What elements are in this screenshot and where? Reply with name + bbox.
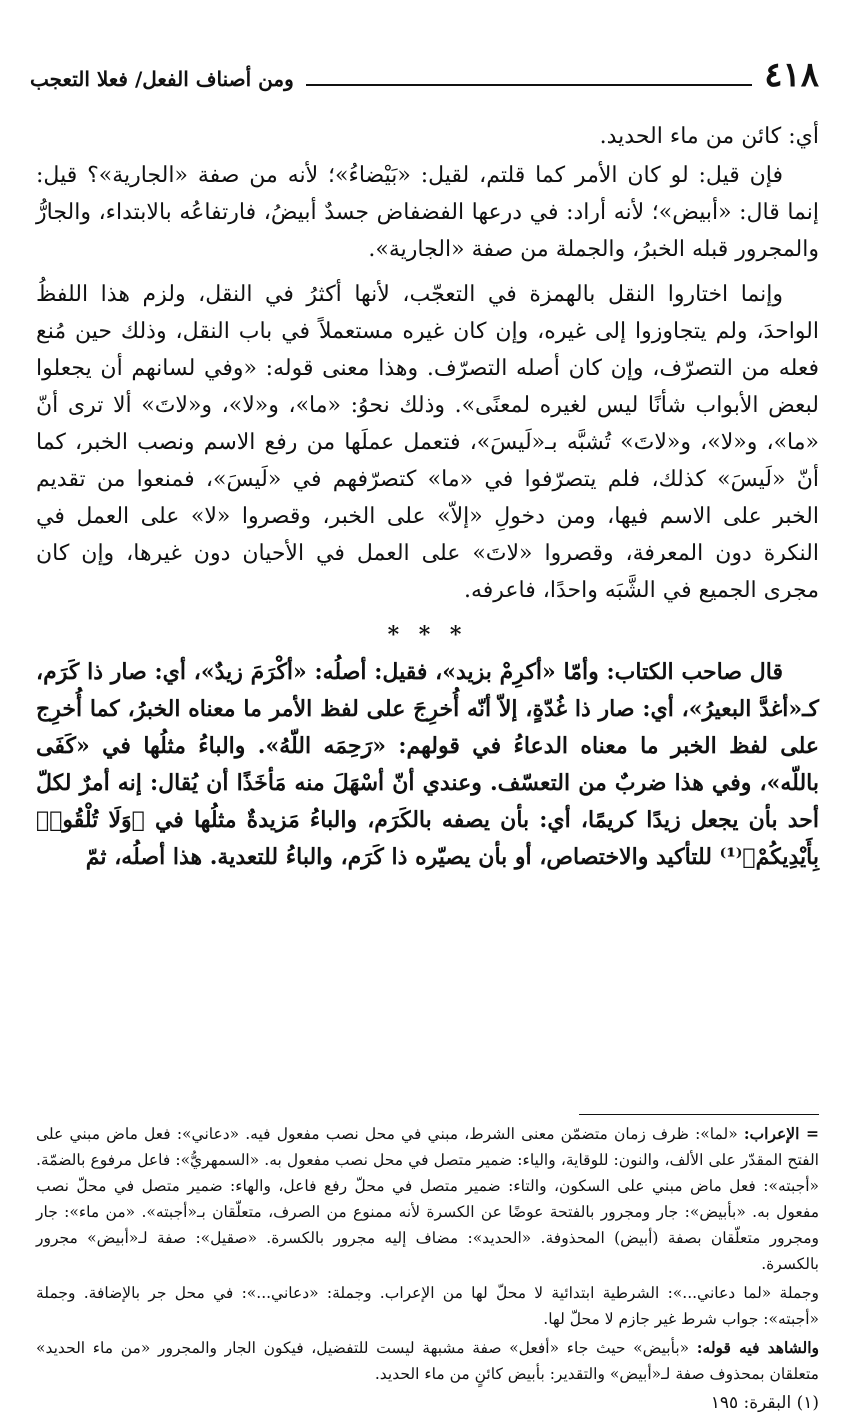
- paragraph-1: أي: كائن من ماء الحديد.: [599, 124, 819, 149]
- paragraph-2: فإن قيل: لو كان الأمر كما قلتم، لقيل: «بَيْضاءُ»؛ لأنه من صفة «الجارية»؟ قيل: إنما قال: «أبيض»؛ لأنه أراد: في درعها الفضفاض جسدٌ أبيضُ، فارتفاعُه بالابتداء، والجارُّ والمجرور قبله الخبرُ، والجملة من صفة «الجارية».: [36, 163, 819, 262]
- note-sentences: وجملة «لما دعاني...»: الشرطية ابتدائية لا محلّ لها من الإعراب. وجملة: «دعاني...»: في محل جر بالإضافة. وجملة «أجبته»: جواب شرط غير جازم لا محلّ لها.: [36, 1284, 819, 1328]
- paragraph-4: قال صاحب الكتاب: وأمّا «أكرِمْ بزيد»، فقيل: أصلُه: «أكْرَمَ زيدٌ»، أي: صار ذا كَرَم، كـ«أغدَّ البعيرُ»، أي: صار ذا غُدّةٍ، إلاّ أنّه أُخرِجَ على لفظ الأمر ما معناه الخبرُ، كما أُخرِج على لفظ الخبر ما معناه الدعاءُ في قولهم: «رَحِمَه اللّهُ». والباءُ مثلُها في «كَفَى باللّه»، وفي هذا ضربٌ من التعسّف. وعندي أنّ أسْهَلَ منه مَأخَذًا أن يُقال: إنه أمرٌ لكلّ أحد بأن يجعل زيدًا كريمًا، أي: بأن يصفه بالكَرَم، والباءُ مَزيدةٌ مثلُها في ﴿وَلَا تُلْقُوا۟ بِأَيْدِيكُمْ﴾⁽¹⁾ للتأكيد والاختصاص، أو بأن يصيّره ذا كَرَم، والباءُ للتعدية. هذا أصلُه، ثمّ: [36, 659, 819, 870]
- note-evidence: [36, 1335, 819, 1387]
- footnote-rule: [579, 1114, 819, 1115]
- note-irab: [36, 1121, 819, 1277]
- page-header: [30, 52, 819, 95]
- header-rule: [306, 84, 752, 86]
- footnotes: [36, 1114, 819, 1419]
- running-title: ومن أصناف الفعل/ فعلا التعجب: [30, 67, 294, 91]
- footnote-1: (١) البقرة: ١٩٥: [710, 1393, 819, 1413]
- note-evidence-lead: والشاهد فيه قوله:: [696, 1338, 820, 1357]
- note-evidence-text: «بأبيض» حيث جاء «أفعل» صفة مشبهة ليست للتفضيل، فيكون الجار والمجرور «من ماء الحديد» متعلقان بمحذوف صفة لـ«أبيض» والتقدير: بأبيض كائنٍ من ماء الحديد.: [36, 1339, 819, 1383]
- page-number: ٤١٨: [764, 55, 819, 95]
- note-irab-lead: = الإعراب:: [743, 1124, 819, 1143]
- section-separator: * * *: [387, 622, 468, 648]
- note-irab-text: «لما»: ظرف زمان متضمّن معنى الشرط، مبني في محل نصب مفعول فيه. «دعاني»: فعل ماض مبني على الفتح المقدّر على الألف، والنون: للوقاية، والياء: ضمير متصل في محل نصب مفعول به. «السمهريُّ»: فاعل مرفوع بالضمّة. «أجبته»: فعل ماض مبني على السكون، والتاء: ضمير متصل في محلّ رفع فاعل، والهاء: ضمير متصل في محلّ نصب مفعول به. «بأبيض»: جار ومجرور بالفتحة عوضًا عن الكسرة لأنه ممنوع من الصرف، متعلّقان بـ«أجبته». «من ماء»: جار ومجرور متعلّقان بصفة (أبيض) المحذوفة. «الحديد»: مضاف إليه مجرور بالكسرة. «صقيل»: صفة لـ«أبيض» مجرور بالكسرة.: [36, 1125, 819, 1273]
- main-text: [36, 118, 819, 884]
- paragraph-3: وإنما اختاروا النقل بالهمزة في التعجّب، لأنها أكثرُ في النقل، ولزم هذا اللفظُ الواحدَ، ولم يتجاوزوا إلى غيره، وإن كان غيره مستعملاً في باب النقل، وذلك حين مُنع فعله من التصرّف، وإن كان أصله التصرّف. وهذا معنى قوله: «وفي لسانهم أن يجعلوا لبعض الأبواب شأنًا ليس لغيره لمعنًى». وذلك نحوُ: «ما»، و«لا»، و«لاتَ» ألا ترى أنّ «ما»، و«لا»، و«لاتَ» تُشبَّه بـ«لَيسَ»، فتعمل عملَها من رفع الاسم ونصب الخبر، كما أنّ «لَيسَ» كذلك، فلم يتصرّفوا في «ما» كتصرّفهم في «لَيسَ»، فمنعوا من تقديم الخبر على الاسم فيها، ومن دخولِ «إلاّ» على الخبر، وقصروا «لا» على العمل في النكرة دون المعرفة، وقصروا «لاتَ» على العمل في الأحيان دون غيرها، وإن كان مجرى الجميع في الشَّبَه واحدًا، فاعرفه.: [36, 282, 819, 603]
